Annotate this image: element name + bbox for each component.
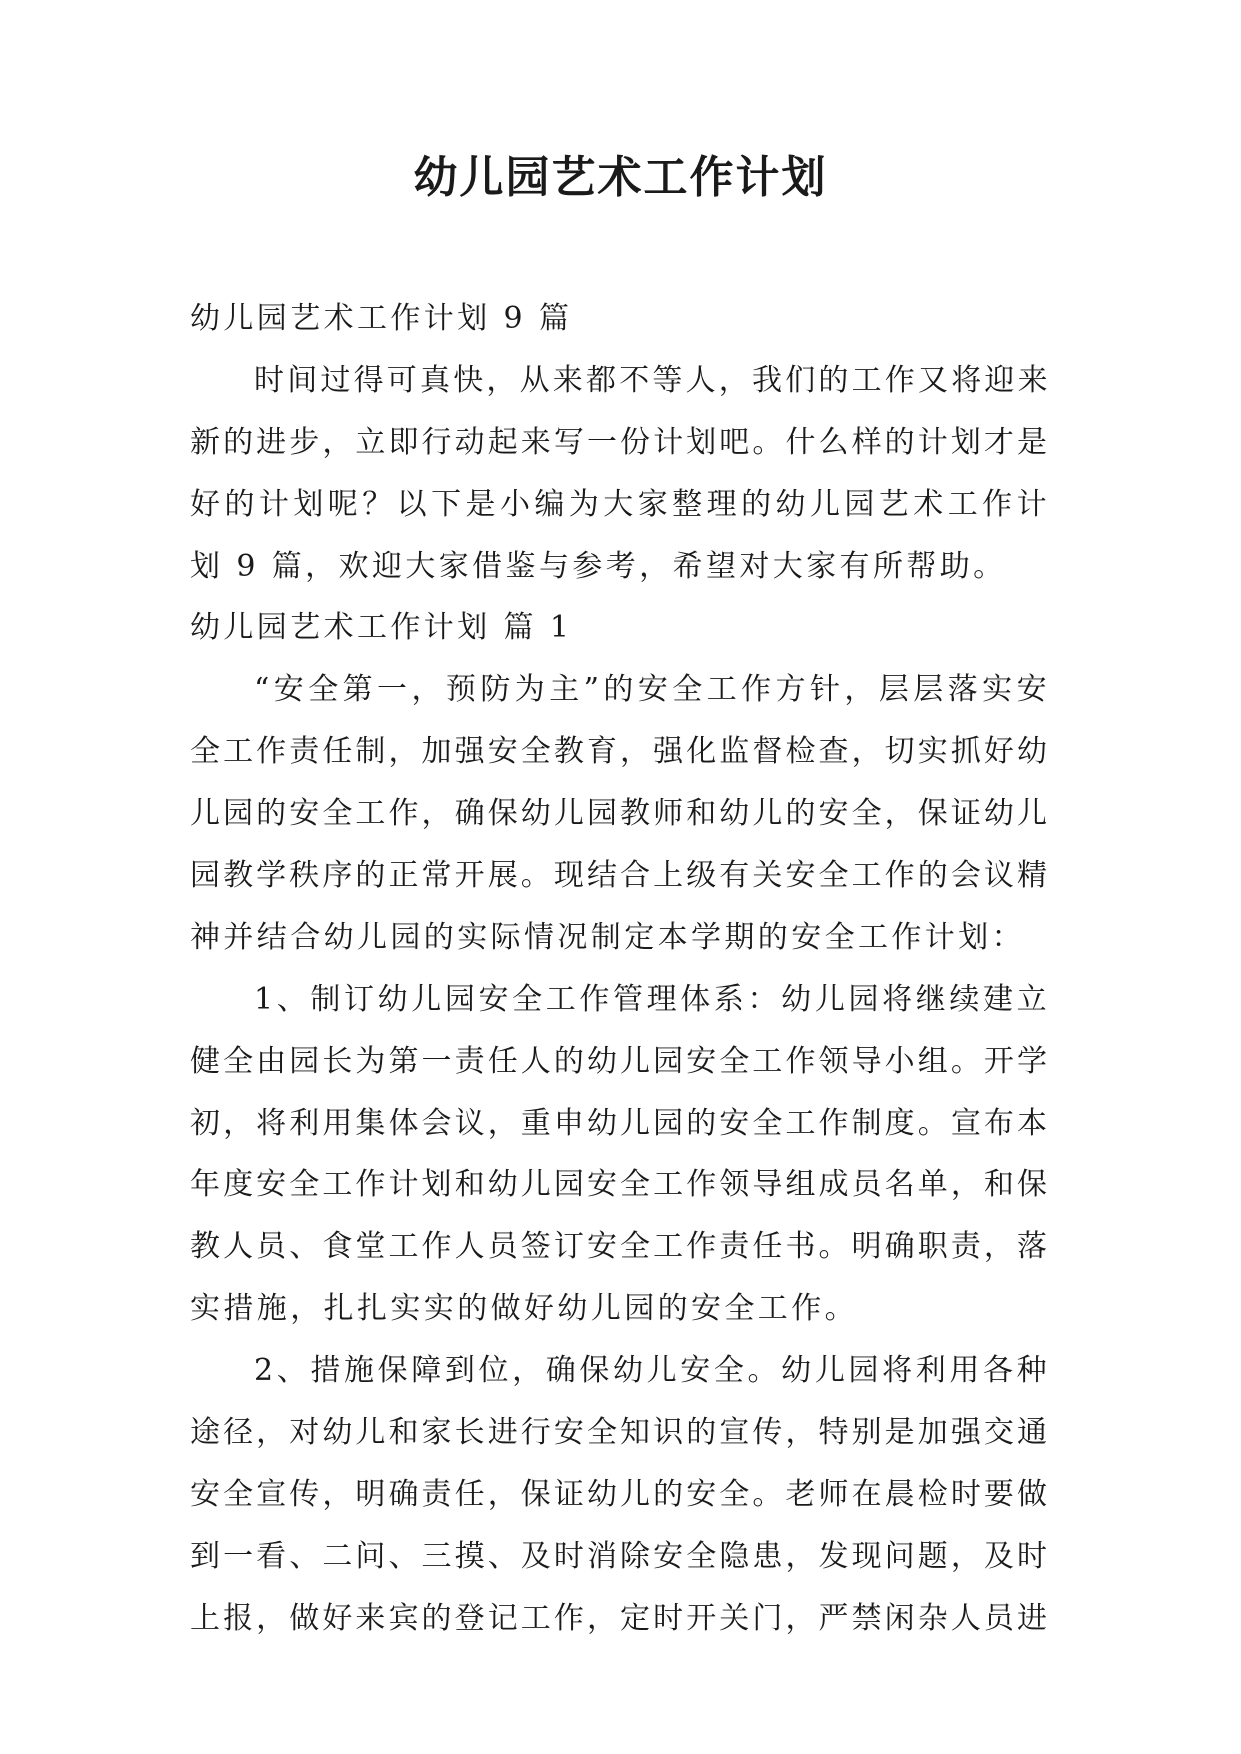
text-line: 年度安全工作计划和幼儿园安全工作领导组成员名单，和保	[190, 1167, 1050, 1203]
text-line: 教人员、食堂工作人员签订安全工作责任书。明确职责，落	[190, 1229, 1050, 1265]
text-line: 幼儿园艺术工作计划 篇 1	[190, 610, 573, 646]
text-line: 健全由园长为第一责任人的幼儿园安全工作领导小组。开学	[190, 1043, 1050, 1079]
text-line: 2、措施保障到位，确保幼儿安全。幼儿园将利用各种	[254, 1353, 1050, 1389]
text-line: 安全宣传，明确责任，保证幼儿的安全。老师在晨检时要做	[190, 1476, 1050, 1512]
document-title: 幼儿园艺术工作计划	[413, 152, 828, 203]
document-body	[190, 288, 1050, 1650]
text-line: 园教学秩序的正常开展。现结合上级有关安全工作的会议精	[190, 858, 1050, 894]
text-line: 好的计划呢？以下是小编为大家整理的幼儿园艺术工作计	[190, 486, 1050, 522]
text-line: 新的进步，立即行动起来写一份计划吧。什么样的计划才是	[190, 424, 1050, 460]
text-line: 1、制订幼儿园安全工作管理体系：幼儿园将继续建立	[254, 981, 1050, 1017]
text-line: 初，将利用集体会议，重申幼儿园的安全工作制度。宣布本	[190, 1105, 1050, 1141]
text-line: 儿园的安全工作，确保幼儿园教师和幼儿的安全，保证幼儿	[190, 796, 1050, 832]
text-line: 途径，对幼儿和家长进行安全知识的宣传，特别是加强交通	[190, 1415, 1050, 1451]
text-line: 幼儿园艺术工作计划 9 篇	[190, 301, 573, 336]
text-line: 全工作责任制，加强安全教育，强化监督检查，切实抓好幼	[190, 734, 1050, 770]
text-line: 到一看、二问、三摸、及时消除安全隐患，发现问题，及时	[190, 1538, 1050, 1574]
text-line: 时间过得可真快，从来都不等人，我们的工作又将迎来	[254, 362, 1051, 398]
text-line: 划 9 篇，欢迎大家借鉴与参考，希望对大家有所帮助。	[190, 548, 1007, 584]
text-line: “安全第一，预防为主”的安全工作方针，层层落实安	[254, 672, 1050, 708]
text-line: 神并结合幼儿园的实际情况制定本学期的安全工作计划：	[190, 919, 1025, 955]
text-line: 上报，做好来宾的登记工作，定时开关门，严禁闲杂人员进	[190, 1600, 1050, 1636]
text-line: 实措施，扎扎实实的做好幼儿园的安全工作。	[190, 1291, 858, 1327]
